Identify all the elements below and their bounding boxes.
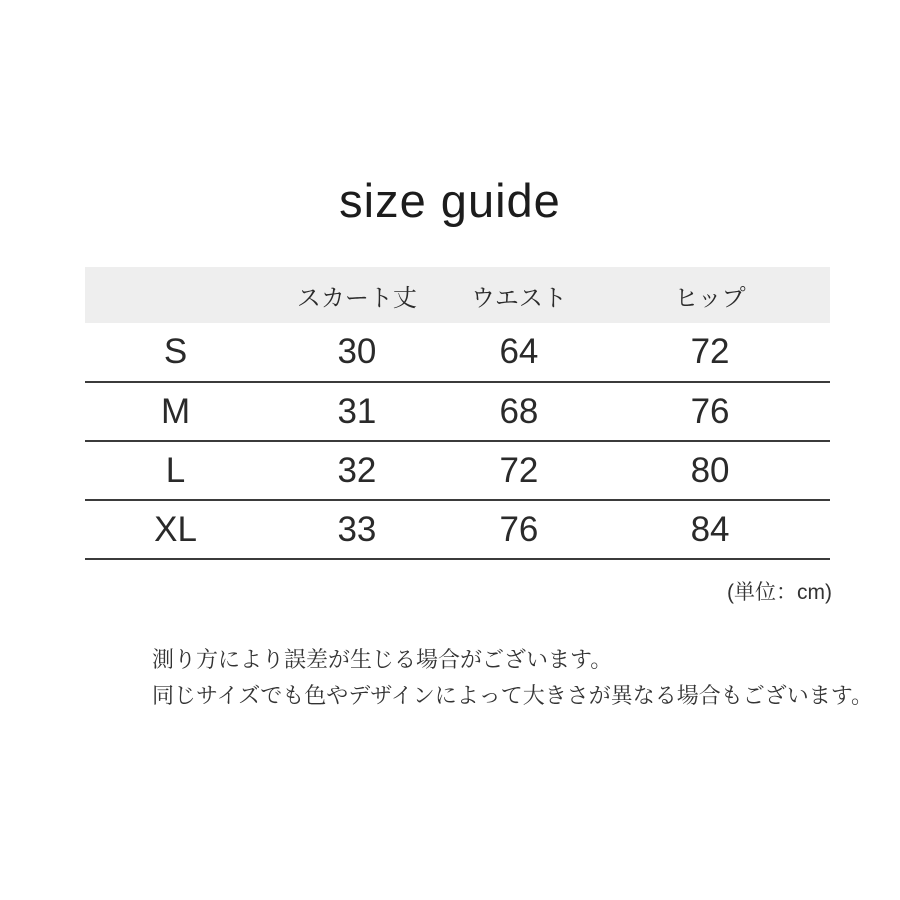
size-label: M: [160, 391, 191, 431]
column-header-waist: ウエスト: [470, 284, 567, 312]
hip-value: 72: [690, 332, 730, 371]
size-label: XL: [154, 509, 197, 549]
skirt-length-value: 33: [337, 509, 377, 549]
skirt-length-value: 30: [337, 332, 377, 371]
size-label: L: [165, 450, 186, 490]
note-line: 同じサイズでも色やデザインによって大きさが異なる場合もございます。: [152, 683, 873, 708]
skirt-length-value: 31: [337, 391, 377, 431]
column-header-skirt-length: スカート丈: [296, 284, 417, 312]
waist-value: 76: [499, 509, 539, 549]
unit-note: (単位：cm): [727, 581, 832, 604]
page-title: size guide: [339, 174, 561, 227]
column-header-size: [85, 267, 266, 323]
table-row-l: [85, 441, 830, 500]
size-table: [85, 267, 830, 560]
waist-value: 64: [499, 332, 539, 371]
table-row-xl: [85, 500, 830, 559]
skirt-length-value: 32: [337, 450, 377, 490]
size-table-header-row: [85, 267, 830, 323]
waist-value: 72: [499, 450, 539, 490]
hip-value: 84: [690, 509, 730, 549]
measurement-notes: [152, 646, 873, 709]
table-row-s: [85, 323, 830, 382]
table-row-m: [85, 382, 830, 441]
note-line: 測り方により誤差が生じる場合がございます。: [152, 647, 613, 672]
column-header-hip: ヒップ: [674, 284, 746, 312]
waist-value: 68: [499, 391, 539, 431]
size-label: S: [163, 332, 188, 371]
hip-value: 80: [690, 450, 730, 490]
hip-value: 76: [690, 391, 730, 431]
